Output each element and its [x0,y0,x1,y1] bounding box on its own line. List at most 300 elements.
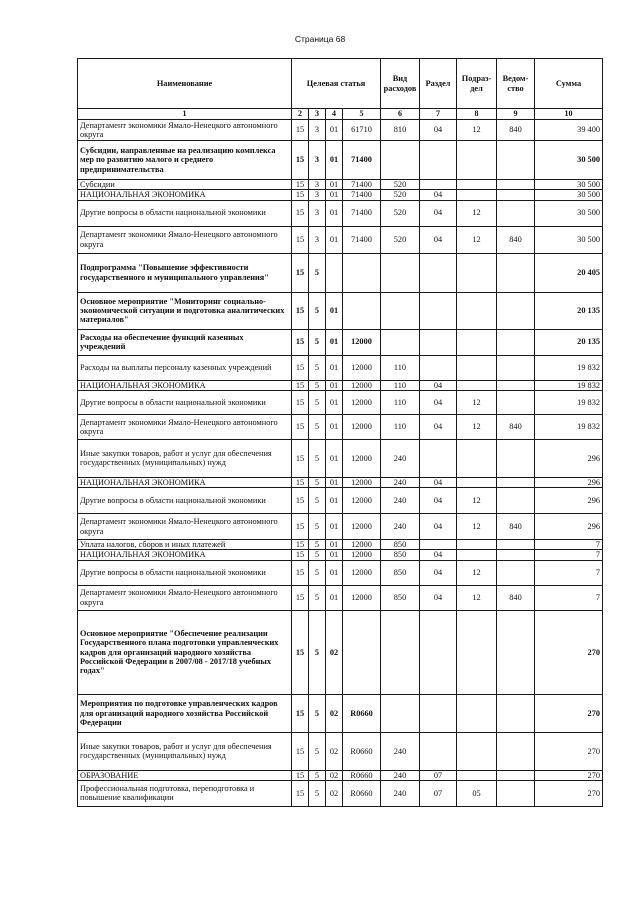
cell-event: 01 [326,141,343,180]
cell-section [420,439,457,477]
cell-event: 01 [326,226,343,253]
cell-subsection [457,141,497,180]
table-row [78,120,603,141]
row-name-cell: Субсидии, направленные на реализацию комплекса мер по развитию малого и среднего предпринимательства [78,141,292,180]
cell-direction: 12000 [343,329,381,355]
cell-expense-type: 520 [381,200,420,226]
cell-amount: 19 832 [535,390,603,414]
cell-program: 15 [292,477,309,487]
col-number: 3 [309,109,326,120]
cell-direction: R0660 [343,732,381,770]
row-name-cell: Уплата налогов, сборов и иных платежей [78,540,292,550]
table-row [78,550,603,560]
table-row [78,585,603,610]
cell-subsection: 12 [457,560,497,585]
cell-direction [343,253,381,292]
cell-program: 15 [292,390,309,414]
col-number: 7 [420,109,457,120]
cell-event: 01 [326,540,343,550]
cell-subprogram: 3 [309,226,326,253]
cell-section: 04 [420,120,457,141]
cell-amount: 30 500 [535,180,603,190]
cell-direction: 12000 [343,560,381,585]
table-row [78,226,603,253]
cell-department: 840 [497,120,535,141]
cell-program: 15 [292,355,309,380]
cell-subsection [457,380,497,390]
table-row [78,488,603,514]
row-name-cell: Департамент экономики Ямало-Ненецкого автономного округа [78,585,292,610]
cell-event: 01 [326,439,343,477]
table-row [78,380,603,390]
cell-program: 15 [292,780,309,806]
table-row [78,329,603,355]
cell-subsection [457,540,497,550]
cell-expense-type: 850 [381,560,420,585]
cell-direction: 71400 [343,141,381,180]
cell-amount: 39 400 [535,120,603,141]
cell-subprogram: 3 [309,141,326,180]
cell-expense-type: 850 [381,550,420,560]
cell-direction: 12000 [343,390,381,414]
table-row [78,414,603,439]
cell-amount: 7 [535,585,603,610]
cell-expense-type [381,292,420,329]
cell-event: 02 [326,780,343,806]
cell-program: 15 [292,141,309,180]
table-row [78,694,603,732]
cell-subprogram: 5 [309,329,326,355]
cell-department: 840 [497,414,535,439]
cell-program: 15 [292,226,309,253]
cell-amount: 270 [535,770,603,780]
cell-expense-type [381,610,420,694]
cell-department [497,190,535,200]
table-row [78,439,603,477]
cell-event: 02 [326,694,343,732]
cell-subprogram: 5 [309,439,326,477]
cell-section [420,732,457,770]
col-header-razdel: Раздел [420,59,457,109]
cell-amount: 7 [535,540,603,550]
cell-direction: 61710 [343,120,381,141]
cell-program: 15 [292,380,309,390]
cell-amount: 20 135 [535,292,603,329]
cell-expense-type: 810 [381,120,420,141]
cell-amount: 7 [535,560,603,585]
cell-subprogram: 5 [309,514,326,540]
cell-department [497,770,535,780]
cell-department [497,329,535,355]
cell-amount: 19 832 [535,355,603,380]
cell-section: 04 [420,550,457,560]
cell-expense-type: 850 [381,540,420,550]
cell-program: 15 [292,329,309,355]
cell-department [497,732,535,770]
cell-subprogram: 5 [309,390,326,414]
cell-subsection [457,190,497,200]
cell-expense-type: 110 [381,380,420,390]
cell-section: 04 [420,585,457,610]
table-row [78,560,603,585]
cell-subprogram: 5 [309,770,326,780]
cell-expense-type: 240 [381,732,420,770]
row-name-cell: Департамент экономики Ямало-Ненецкого автономного округа [78,414,292,439]
cell-subsection: 05 [457,780,497,806]
cell-subsection [457,770,497,780]
row-name-cell: Другие вопросы в области национальной экономики [78,560,292,585]
row-name-cell: Подпрограмма "Повышение эффективности государственного и муниципального управления" [78,253,292,292]
cell-section: 07 [420,780,457,806]
cell-expense-type: 520 [381,190,420,200]
cell-event: 01 [326,550,343,560]
col-header-name: Наименование [78,59,292,109]
cell-amount: 30 500 [535,141,603,180]
cell-direction: R0660 [343,780,381,806]
cell-expense-type [381,694,420,732]
cell-subsection [457,439,497,477]
row-name-cell: Департамент экономики Ямало-Ненецкого автономного округа [78,120,292,141]
cell-department [497,550,535,560]
cell-event: 01 [326,514,343,540]
cell-event: 01 [326,390,343,414]
table-row [78,292,603,329]
cell-event: 01 [326,329,343,355]
cell-subprogram: 5 [309,292,326,329]
row-name-cell: Другие вопросы в области национальной экономики [78,390,292,414]
cell-direction: R0660 [343,770,381,780]
cell-direction: 12000 [343,355,381,380]
cell-event: 02 [326,732,343,770]
cell-program: 15 [292,540,309,550]
cell-section [420,292,457,329]
cell-section: 04 [420,477,457,487]
cell-section: 04 [420,390,457,414]
col-number: 8 [457,109,497,120]
col-number: 10 [535,109,603,120]
cell-department: 840 [497,226,535,253]
cell-program: 15 [292,488,309,514]
table-row [78,190,603,200]
row-name-cell: Иные закупки товаров, работ и услуг для обеспечения государственных (муниципальных) нужд [78,732,292,770]
cell-subprogram: 5 [309,414,326,439]
row-name-cell: Другие вопросы в области национальной экономики [78,488,292,514]
cell-subprogram: 5 [309,253,326,292]
col-header-podrazdel: Подраз-дел [457,59,497,109]
cell-subprogram: 5 [309,560,326,585]
col-number: 4 [326,109,343,120]
table-row [78,477,603,487]
cell-subsection [457,355,497,380]
cell-direction: 12000 [343,414,381,439]
cell-expense-type: 110 [381,355,420,380]
col-number: 1 [78,109,292,120]
cell-expense-type: 110 [381,390,420,414]
cell-section: 04 [420,190,457,200]
cell-expense-type [381,141,420,180]
cell-section: 04 [420,200,457,226]
row-name-cell: Департамент экономики Ямало-Ненецкого автономного округа [78,514,292,540]
cell-program: 15 [292,694,309,732]
cell-program: 15 [292,253,309,292]
col-header-summa: Сумма [535,59,603,109]
row-name-cell: Расходы на обеспечение функций казенных учреждений [78,329,292,355]
cell-program: 15 [292,180,309,190]
cell-department [497,780,535,806]
cell-event: 01 [326,180,343,190]
cell-section: 04 [420,226,457,253]
cell-expense-type: 240 [381,477,420,487]
cell-department [497,610,535,694]
cell-section: 04 [420,488,457,514]
cell-subsection: 12 [457,585,497,610]
table-row [78,610,603,694]
cell-department [497,390,535,414]
cell-amount: 270 [535,694,603,732]
cell-subprogram: 3 [309,200,326,226]
cell-section [420,180,457,190]
cell-subsection [457,329,497,355]
cell-program: 15 [292,120,309,141]
table-row [78,780,603,806]
col-number: 5 [343,109,381,120]
cell-direction: 71400 [343,180,381,190]
cell-program: 15 [292,514,309,540]
cell-department [497,560,535,585]
cell-direction: 12000 [343,550,381,560]
table-row [78,141,603,180]
table-row [78,770,603,780]
cell-event: 01 [326,380,343,390]
cell-expense-type: 240 [381,439,420,477]
cell-subprogram: 3 [309,190,326,200]
cell-subprogram: 5 [309,780,326,806]
cell-event: 01 [326,414,343,439]
cell-section: 04 [420,514,457,540]
cell-program: 15 [292,585,309,610]
cell-amount: 296 [535,477,603,487]
cell-program: 15 [292,200,309,226]
cell-program: 15 [292,292,309,329]
cell-event: 01 [326,355,343,380]
cell-amount: 20 405 [535,253,603,292]
row-name-cell: НАЦИОНАЛЬНАЯ ЭКОНОМИКА [78,550,292,560]
table-row [78,514,603,540]
cell-subprogram: 3 [309,120,326,141]
col-number: 2 [292,109,309,120]
row-name-cell: Департамент экономики Ямало-Ненецкого автономного округа [78,226,292,253]
cell-direction: 12000 [343,439,381,477]
cell-subsection [457,732,497,770]
row-name-cell: Основное мероприятие "Мониторинг социально-экономической ситуации и подготовка аналитических материалов" [78,292,292,329]
cell-program: 15 [292,550,309,560]
cell-expense-type: 850 [381,585,420,610]
cell-section [420,694,457,732]
cell-event: 01 [326,292,343,329]
cell-subprogram: 5 [309,610,326,694]
row-name-cell: Расходы на выплаты персоналу казенных учреждений [78,355,292,380]
cell-subsection [457,694,497,732]
cell-section [420,253,457,292]
cell-subsection [457,550,497,560]
cell-subsection [457,610,497,694]
cell-department [497,540,535,550]
row-name-cell: Основное мероприятие "Обеспечение реализации Государственного плана подготовки управленческих кадров для организаций народного хозяйства Российской Федерации в 2007/08 - 2017/18 учебных годах" [78,610,292,694]
cell-department [497,477,535,487]
cell-section: 07 [420,770,457,780]
row-name-cell: Субсидии [78,180,292,190]
cell-direction: 12000 [343,477,381,487]
cell-amount: 296 [535,488,603,514]
page-number: Страница 68 [294,34,346,44]
row-name-cell: Другие вопросы в области национальной экономики [78,200,292,226]
table-row [78,253,603,292]
col-number: 9 [497,109,535,120]
cell-event: 01 [326,488,343,514]
row-name-cell: Профессиональная подготовка, переподготовка и повышение квалификации [78,780,292,806]
cell-event: 01 [326,585,343,610]
table-row [78,200,603,226]
cell-amount: 19 832 [535,414,603,439]
table-row [78,732,603,770]
cell-direction: 12000 [343,585,381,610]
table-body [78,120,603,807]
cell-subsection [457,180,497,190]
row-name-cell: ОБРАЗОВАНИЕ [78,770,292,780]
cell-direction: 71400 [343,226,381,253]
cell-direction: 12000 [343,514,381,540]
cell-program: 15 [292,610,309,694]
cell-subprogram: 5 [309,540,326,550]
cell-subsection [457,477,497,487]
cell-amount: 296 [535,439,603,477]
cell-expense-type: 520 [381,226,420,253]
cell-department [497,694,535,732]
cell-direction [343,292,381,329]
cell-amount: 30 500 [535,190,603,200]
cell-expense-type: 240 [381,770,420,780]
cell-department [497,355,535,380]
col-header-vedomstvo: Ведом-ство [497,59,535,109]
cell-program: 15 [292,190,309,200]
cell-expense-type: 240 [381,514,420,540]
cell-amount: 30 500 [535,226,603,253]
cell-department [497,141,535,180]
cell-section: 04 [420,380,457,390]
col-header-target: Целевая статья [292,59,381,109]
cell-subsection: 12 [457,488,497,514]
cell-program: 15 [292,414,309,439]
col-header-vid: Вид расходов [381,59,420,109]
table-row [78,390,603,414]
cell-subprogram: 5 [309,380,326,390]
cell-subprogram: 5 [309,355,326,380]
cell-department [497,439,535,477]
cell-direction: 12000 [343,488,381,514]
cell-subsection: 12 [457,200,497,226]
cell-department [497,200,535,226]
cell-amount: 296 [535,514,603,540]
cell-event: 01 [326,120,343,141]
cell-amount: 270 [535,780,603,806]
cell-department [497,292,535,329]
cell-subsection: 12 [457,120,497,141]
cell-program: 15 [292,560,309,585]
cell-subprogram: 3 [309,180,326,190]
cell-expense-type: 520 [381,180,420,190]
cell-event: 01 [326,190,343,200]
cell-event: 01 [326,560,343,585]
cell-expense-type [381,253,420,292]
cell-subprogram: 5 [309,585,326,610]
cell-amount: 270 [535,732,603,770]
cell-event: 01 [326,477,343,487]
cell-section: 04 [420,414,457,439]
cell-section: 04 [420,560,457,585]
cell-direction: R0660 [343,694,381,732]
table-row [78,180,603,190]
cell-subprogram: 5 [309,477,326,487]
cell-expense-type: 110 [381,414,420,439]
header-row [78,59,603,109]
cell-direction: 71400 [343,200,381,226]
cell-subprogram: 5 [309,694,326,732]
cell-department [497,180,535,190]
cell-department [497,253,535,292]
cell-department: 840 [497,514,535,540]
cell-expense-type: 240 [381,488,420,514]
row-name-cell: НАЦИОНАЛЬНАЯ ЭКОНОМИКА [78,380,292,390]
row-name-cell: Иные закупки товаров, работ и услуг для обеспечения государственных (муниципальных) нужд [78,439,292,477]
cell-subsection: 12 [457,226,497,253]
cell-subprogram: 5 [309,488,326,514]
row-name-cell: НАЦИОНАЛЬНАЯ ЭКОНОМИКА [78,190,292,200]
row-name-cell: Мероприятия по подготовке управленческих кадров для организаций народного хозяйства Российской Федерации [78,694,292,732]
cell-event: 01 [326,200,343,226]
cell-direction: 12000 [343,380,381,390]
cell-amount: 270 [535,610,603,694]
cell-amount: 20 135 [535,329,603,355]
cell-amount: 19 832 [535,380,603,390]
table-row [78,355,603,380]
cell-department [497,488,535,514]
cell-amount: 30 500 [535,200,603,226]
table-row [78,540,603,550]
cell-subsection: 12 [457,414,497,439]
cell-department: 840 [497,585,535,610]
budget-table [77,58,603,807]
cell-amount: 7 [535,550,603,560]
col-number: 6 [381,109,420,120]
row-name-cell: НАЦИОНАЛЬНАЯ ЭКОНОМИКА [78,477,292,487]
cell-expense-type: 240 [381,780,420,806]
cell-event [326,253,343,292]
cell-expense-type [381,329,420,355]
cell-subsection: 12 [457,514,497,540]
cell-section [420,141,457,180]
cell-subprogram: 5 [309,732,326,770]
cell-program: 15 [292,732,309,770]
cell-event: 02 [326,770,343,780]
cell-direction [343,610,381,694]
cell-section [420,540,457,550]
cell-direction: 71400 [343,190,381,200]
cell-direction: 12000 [343,540,381,550]
cell-subprogram: 5 [309,550,326,560]
cell-subsection [457,292,497,329]
cell-subsection: 12 [457,390,497,414]
cell-program: 15 [292,770,309,780]
